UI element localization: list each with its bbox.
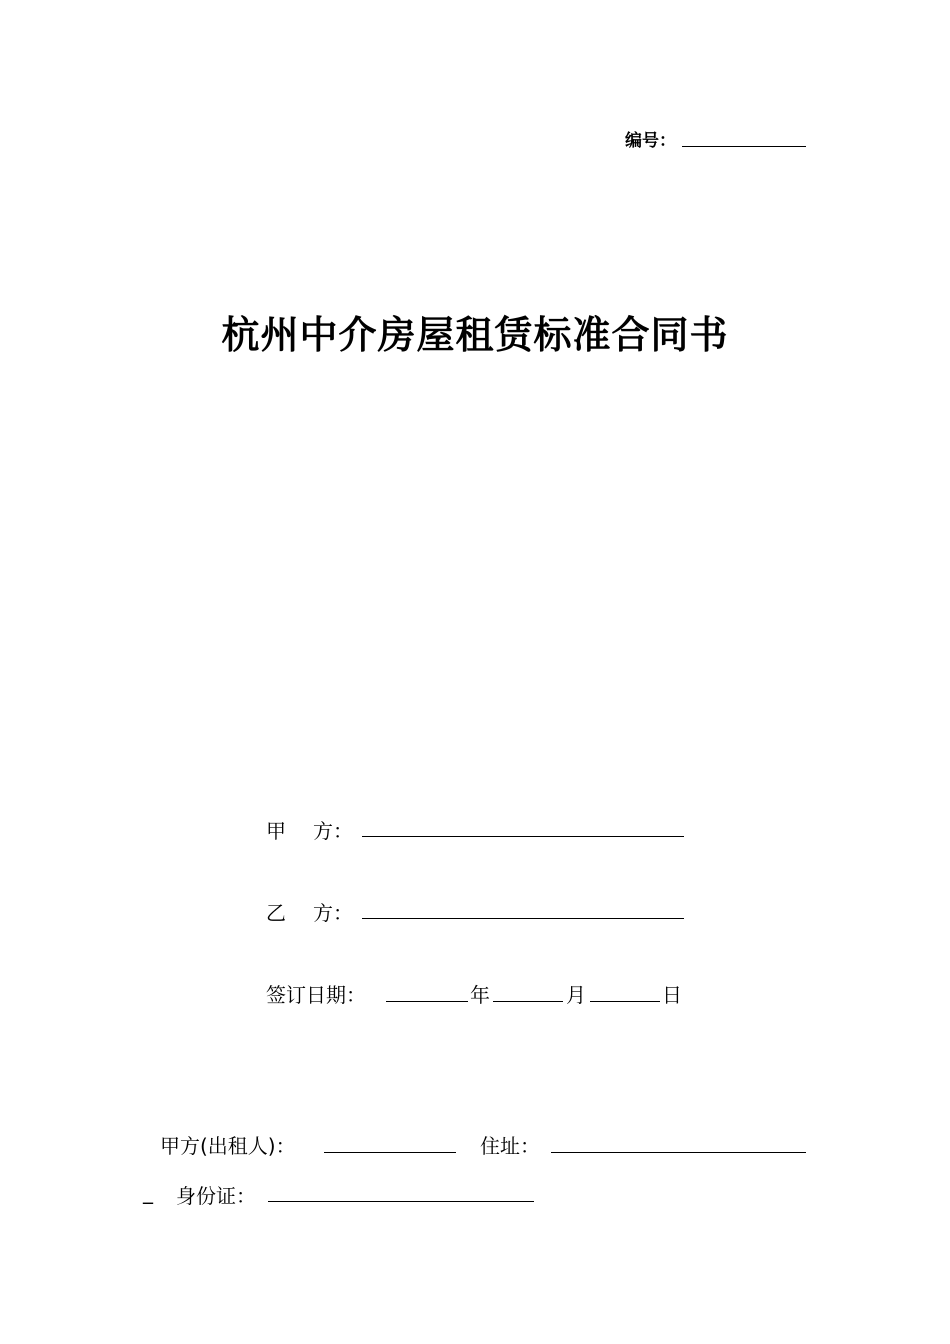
- party-b-label-char: 乙: [266, 901, 286, 925]
- address-label: 住址：: [480, 1134, 540, 1158]
- serial-number-label: 编号：: [625, 131, 676, 151]
- sign-date-day-label: 日: [662, 983, 682, 1007]
- party-a-label-suffix: 方：: [313, 819, 353, 843]
- document-title: 杭州中介房屋租赁标准合同书: [221, 313, 729, 357]
- stray-underscore: _: [143, 1180, 153, 1204]
- serial-number-blank[interactable]: [682, 146, 806, 147]
- party-a-blank[interactable]: [362, 836, 684, 837]
- lessor-label: 甲方(出租人)：: [160, 1134, 296, 1158]
- sign-date-label: 签订日期：: [266, 983, 366, 1007]
- sign-date-month-blank[interactable]: [493, 1001, 563, 1002]
- sign-date-day-blank[interactable]: [590, 1001, 660, 1002]
- address-blank[interactable]: [551, 1152, 806, 1153]
- sign-date-year-blank[interactable]: [386, 1001, 468, 1002]
- id-card-blank[interactable]: [268, 1201, 534, 1202]
- id-card-label: 身份证：: [176, 1184, 256, 1208]
- lessor-name-blank[interactable]: [324, 1152, 456, 1153]
- sign-date-month-label: 月: [566, 983, 586, 1007]
- party-b-label-suffix: 方：: [313, 901, 353, 925]
- party-a-label-char: 甲: [266, 819, 286, 843]
- party-b-blank[interactable]: [362, 918, 684, 919]
- sign-date-year-label: 年: [470, 983, 490, 1007]
